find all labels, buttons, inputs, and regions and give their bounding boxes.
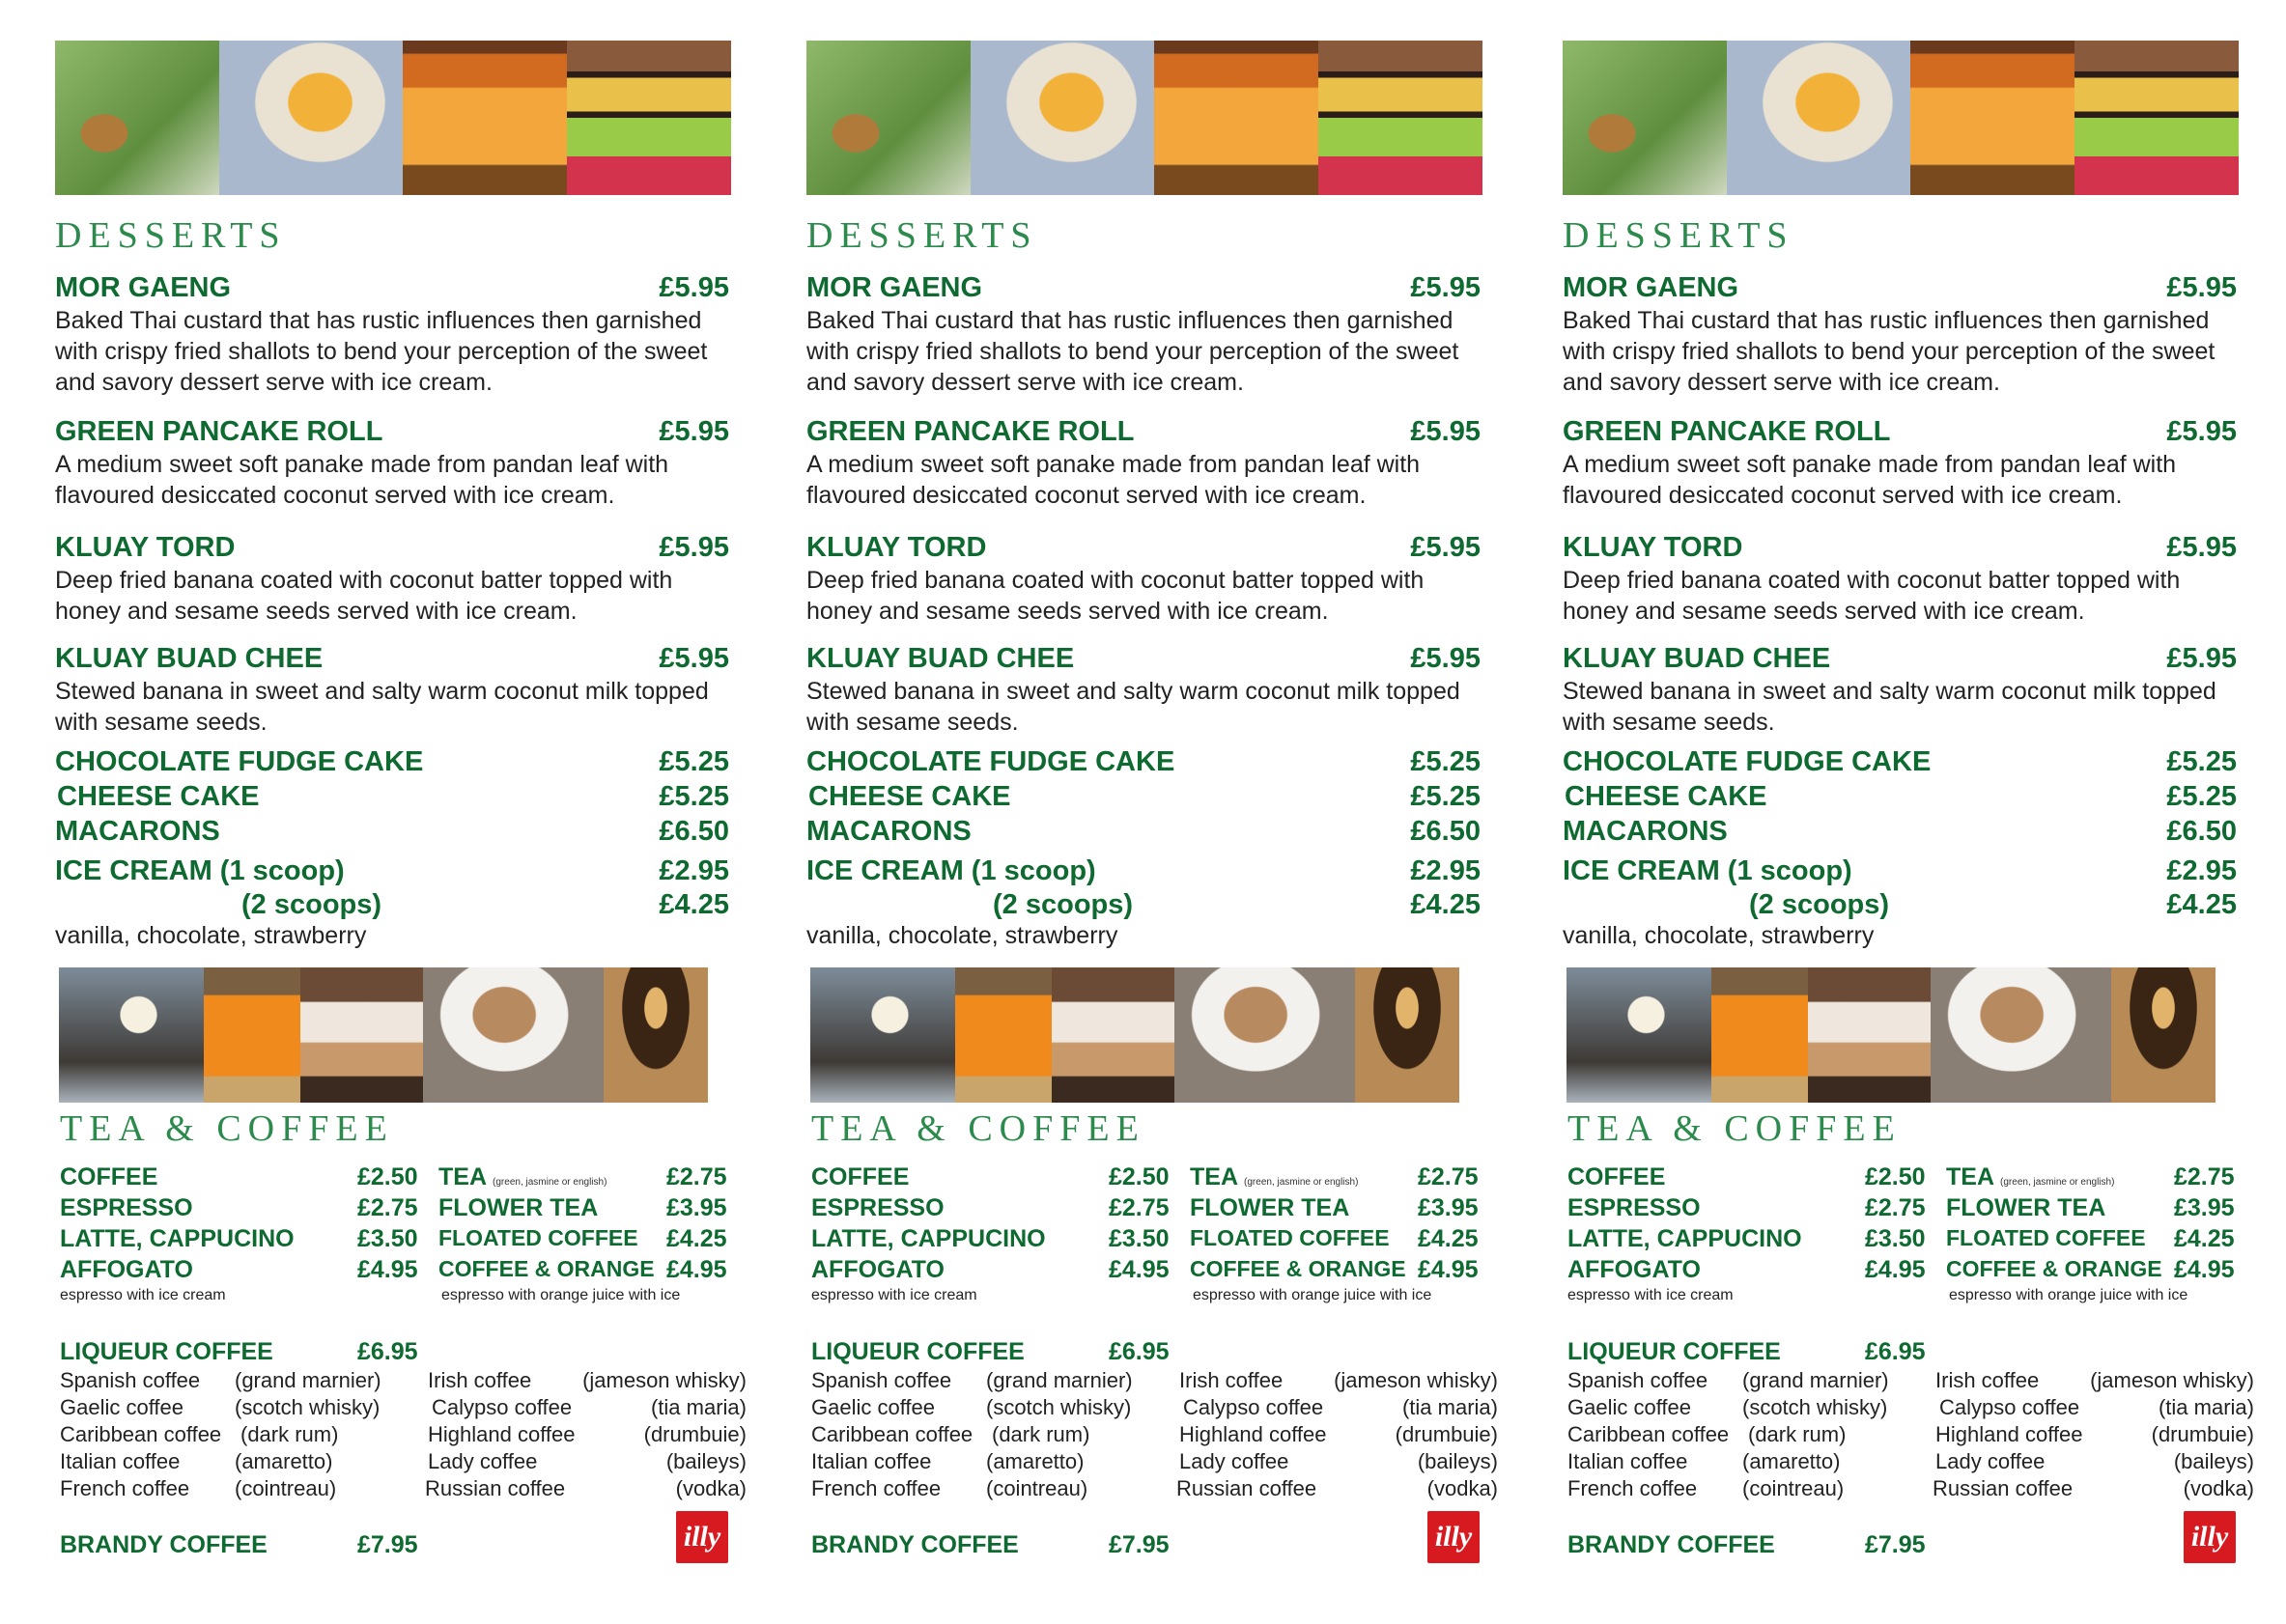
- green-pancake-photo: [806, 41, 971, 195]
- dish-price: £5.95: [1410, 416, 1481, 447]
- liqueur-name: Irish coffee: [1935, 1368, 2040, 1392]
- dish-price: £5.95: [2166, 272, 2237, 303]
- liqueur-spirit: (vodka): [2183, 1476, 2254, 1500]
- drink-name: FLOATED COFFEE: [1190, 1225, 1390, 1250]
- espresso-photo: [604, 967, 708, 1103]
- green-pancake-photo: [55, 41, 219, 195]
- liqueur-coffee-title: LIQUEUR COFFEE: [1567, 1338, 1781, 1365]
- dish-description: Stewed banana in sweet and salty warm coconut milk topped with sesame seeds.: [806, 678, 1460, 736]
- drink-price: £4.95: [1418, 1256, 1479, 1283]
- dish-price: £5.95: [2166, 532, 2237, 563]
- tea-options: (green, jasmine or english): [2000, 1177, 2115, 1188]
- sticky-rice-photo: [1727, 41, 1910, 195]
- dish-name: ICE CREAM (1 scoop): [1563, 855, 1852, 886]
- dish-price: £5.95: [1410, 272, 1481, 303]
- drink-note: espresso with ice cream: [1567, 1287, 1734, 1303]
- drink-note: espresso with orange juice with ice: [441, 1287, 681, 1303]
- drink-name: TEA (green, jasmine or english): [1190, 1163, 1359, 1190]
- dish-name: MACARONS: [806, 816, 972, 847]
- liqueur-name: Caribbean coffee: [1567, 1422, 1730, 1446]
- drink-price: £2.50: [1109, 1163, 1170, 1190]
- dish-description: Baked Thai custard that has rustic influences then garnished with crispy fried shallots to bend your perception of the sweet and savory dessert serve with ice cream.: [806, 307, 1459, 396]
- dish-price: £5.95: [659, 643, 729, 674]
- dish-price: £5.25: [1410, 746, 1481, 777]
- liqueur-spirit: (cointreau): [235, 1476, 337, 1500]
- drink-name: FLOWER TEA: [1190, 1194, 1350, 1221]
- liqueur-spirit: (grand marnier): [235, 1368, 381, 1392]
- liqueur-name: Spanish coffee: [1567, 1368, 1708, 1392]
- dish-price: £5.95: [659, 272, 729, 303]
- liqueur-name: Irish coffee: [1179, 1368, 1284, 1392]
- desserts-title: DESSERTS: [806, 215, 1038, 256]
- ice-cream-flavours: vanilla, chocolate, strawberry: [1563, 922, 1875, 949]
- dish-description: Stewed banana in sweet and salty warm coconut milk topped with sesame seeds.: [55, 678, 709, 736]
- drink-price: £2.50: [357, 1163, 418, 1190]
- drink-price: £2.75: [2174, 1163, 2235, 1190]
- drink-name: COFFEE: [60, 1163, 158, 1190]
- dish-name: GREEN PANCAKE ROLL: [806, 416, 1135, 447]
- macarons-photo: [2074, 41, 2239, 195]
- cappuccino-photo: [1174, 967, 1355, 1103]
- dish-name: CHEESE CAKE: [57, 781, 260, 812]
- menu-panel-2: [806, 0, 1502, 1624]
- liqueur-spirit: (tia maria): [2158, 1395, 2254, 1419]
- drinks-photo-strip: [1566, 967, 2215, 1103]
- drink-price: £4.25: [2174, 1225, 2235, 1252]
- dish-price: £5.95: [2166, 643, 2237, 674]
- coffee-orange-photo: [955, 967, 1052, 1103]
- dish-price: £5.95: [659, 416, 729, 447]
- drink-name: TEA (green, jasmine or english): [1946, 1163, 2115, 1190]
- drink-price: £2.75: [1418, 1163, 1479, 1190]
- liqueur-coffee-price: £6.95: [1865, 1338, 1926, 1365]
- menu-panel-1: [55, 0, 750, 1624]
- dish-name: KLUAY BUAD CHEE: [55, 643, 324, 674]
- dish-price: £4.25: [659, 889, 729, 920]
- dish-price: £5.95: [1410, 643, 1481, 674]
- menu-panel-3: [1563, 0, 2258, 1624]
- liqueur-name: Spanish coffee: [811, 1368, 952, 1392]
- liqueur-name: Gaelic coffee: [811, 1395, 936, 1419]
- coffee-orange-photo: [204, 967, 300, 1103]
- drink-note: espresso with ice cream: [60, 1287, 226, 1303]
- liqueur-spirit: (cointreau): [1742, 1476, 1845, 1500]
- dish-name: GREEN PANCAKE ROLL: [55, 416, 383, 447]
- liqueur-coffee-price: £6.95: [1109, 1338, 1170, 1365]
- liqueur-spirit: (amaretto): [1742, 1449, 1841, 1473]
- desserts-title: DESSERTS: [55, 215, 287, 256]
- macarons-photo: [1318, 41, 1482, 195]
- drink-name: AFFOGATO: [1567, 1256, 1701, 1283]
- drinks-photo-strip: [59, 967, 708, 1103]
- drink-price: £3.95: [1418, 1194, 1479, 1221]
- drink-note: espresso with orange juice with ice: [1949, 1287, 2188, 1303]
- liqueur-name: French coffee: [1567, 1476, 1698, 1500]
- dish-name: MOR GAENG: [55, 272, 232, 303]
- macarons-photo: [567, 41, 731, 195]
- dish-name: (2 scoops): [1749, 889, 1890, 920]
- liqueur-name: French coffee: [811, 1476, 942, 1500]
- dish-name: ICE CREAM (1 scoop): [806, 855, 1096, 886]
- drink-name: FLOWER TEA: [1946, 1194, 2106, 1221]
- drink-name: ESPRESSO: [811, 1194, 945, 1221]
- liqueur-name: Lady coffee: [428, 1449, 538, 1473]
- drink-name: LATTE, CAPPUCINO: [1567, 1225, 1802, 1252]
- dish-price: £5.25: [659, 781, 729, 812]
- dish-price: £6.50: [1410, 816, 1481, 847]
- drink-price: £2.75: [357, 1194, 418, 1221]
- drink-price: £4.25: [1418, 1225, 1479, 1252]
- dish-name: (2 scoops): [241, 889, 382, 920]
- liqueur-name: Calypso coffee: [432, 1395, 573, 1419]
- liqueur-spirit: (jameson whisky): [2090, 1368, 2254, 1392]
- dish-name: KLUAY BUAD CHEE: [1563, 643, 1831, 674]
- tea-coffee-title: TEA & COFFEE: [811, 1108, 1145, 1149]
- drink-name: ESPRESSO: [60, 1194, 193, 1221]
- espresso-photo: [1355, 967, 1459, 1103]
- drink-name: COFFEE: [811, 1163, 910, 1190]
- liqueur-name: Gaelic coffee: [60, 1395, 184, 1419]
- dish-name: ICE CREAM (1 scoop): [55, 855, 345, 886]
- liqueur-name: Calypso coffee: [1183, 1395, 1324, 1419]
- dish-name: CHEESE CAKE: [808, 781, 1011, 812]
- drink-name: AFFOGATO: [60, 1256, 193, 1283]
- dish-description: Baked Thai custard that has rustic influences then garnished with crispy fried shallots to bend your perception of the sweet and savory dessert serve with ice cream.: [55, 307, 708, 396]
- drink-price: £4.25: [666, 1225, 727, 1252]
- illy-logo: illy: [676, 1511, 728, 1563]
- cappuccino-photo: [423, 967, 604, 1103]
- espresso-photo: [2111, 967, 2215, 1103]
- liqueur-name: Russian coffee: [1933, 1476, 2074, 1500]
- sticky-rice-photo: [219, 41, 403, 195]
- drink-name: LATTE, CAPPUCINO: [811, 1225, 1046, 1252]
- liqueur-spirit: (tia maria): [650, 1395, 747, 1419]
- liqueur-name: Irish coffee: [428, 1368, 532, 1392]
- desserts-title: DESSERTS: [1563, 215, 1794, 256]
- brandy-coffee-title: BRANDY COFFEE: [811, 1531, 1019, 1558]
- liqueur-spirit: (jameson whisky): [582, 1368, 747, 1392]
- dish-name: MOR GAENG: [1563, 272, 1739, 303]
- liqueur-name: Italian coffee: [60, 1449, 181, 1473]
- latte-photo: [1052, 967, 1174, 1103]
- drink-price: £4.95: [666, 1256, 727, 1283]
- dish-price: £5.95: [659, 532, 729, 563]
- dish-price: £5.95: [2166, 416, 2237, 447]
- liqueur-spirit: (grand marnier): [986, 1368, 1133, 1392]
- affogato-photo: [59, 967, 204, 1103]
- liqueur-name: Russian coffee: [1176, 1476, 1317, 1500]
- dish-name: KLUAY BUAD CHEE: [806, 643, 1075, 674]
- liqueur-spirit: (tia maria): [1401, 1395, 1498, 1419]
- dish-name: MOR GAENG: [806, 272, 983, 303]
- liqueur-spirit: (scotch whisky): [235, 1395, 381, 1419]
- dish-description: A medium sweet soft panake made from pandan leaf with flavoured desiccated coconut served with ice cream.: [806, 451, 1421, 509]
- brandy-coffee-price: £7.95: [1865, 1531, 1926, 1558]
- drink-note: espresso with orange juice with ice: [1193, 1287, 1432, 1303]
- dish-price: £5.25: [2166, 746, 2237, 777]
- drink-price: £2.75: [1109, 1194, 1170, 1221]
- liqueur-name: Italian coffee: [1567, 1449, 1688, 1473]
- drink-price: £3.50: [357, 1225, 418, 1252]
- brandy-coffee-title: BRANDY COFFEE: [60, 1531, 268, 1558]
- liqueur-coffee-title: LIQUEUR COFFEE: [60, 1338, 273, 1365]
- dish-name: MACARONS: [1563, 816, 1728, 847]
- drink-name: FLOATED COFFEE: [438, 1225, 638, 1250]
- tea-options: (green, jasmine or english): [1244, 1177, 1359, 1188]
- tea-coffee-title: TEA & COFFEE: [1567, 1108, 1902, 1149]
- liqueur-spirit: (baileys): [1417, 1449, 1498, 1473]
- drink-price: £2.50: [1865, 1163, 1926, 1190]
- liqueur-name: Highland coffee: [1935, 1422, 2083, 1446]
- liqueur-name: Gaelic coffee: [1567, 1395, 1692, 1419]
- liqueur-spirit: (amaretto): [235, 1449, 333, 1473]
- green-pancake-photo: [1563, 41, 1727, 195]
- liqueur-spirit: (drumbuie): [2151, 1422, 2254, 1446]
- liqueur-name: Lady coffee: [1179, 1449, 1289, 1473]
- brandy-coffee-title: BRANDY COFFEE: [1567, 1531, 1775, 1558]
- drink-price: £2.75: [666, 1163, 727, 1190]
- drink-price: £4.95: [1865, 1256, 1926, 1283]
- dish-name: KLUAY TORD: [806, 532, 987, 563]
- custard-photo: [1154, 41, 1318, 195]
- custard-photo: [1910, 41, 2074, 195]
- liqueur-spirit: (drumbuie): [643, 1422, 747, 1446]
- dish-price: £2.95: [659, 855, 729, 886]
- dish-description: Deep fried banana coated with coconut batter topped with honey and sesame seeds served with ice cream.: [1563, 567, 2181, 625]
- dish-price: £5.25: [1410, 781, 1481, 812]
- dish-description: A medium sweet soft panake made from pandan leaf with flavoured desiccated coconut served with ice cream.: [55, 451, 669, 509]
- drink-price: £3.50: [1109, 1225, 1170, 1252]
- dish-description: A medium sweet soft panake made from pandan leaf with flavoured desiccated coconut served with ice cream.: [1563, 451, 2177, 509]
- drink-name: TEA (green, jasmine or english): [438, 1163, 607, 1190]
- drink-name: COFFEE & ORANGE: [438, 1256, 655, 1281]
- dessert-photo-strip: [55, 41, 731, 195]
- drink-price: £4.95: [357, 1256, 418, 1283]
- liqueur-spirit: (amaretto): [986, 1449, 1085, 1473]
- liqueur-spirit: (grand marnier): [1742, 1368, 1889, 1392]
- dish-description: Deep fried banana coated with coconut batter topped with honey and sesame seeds served with ice cream.: [806, 567, 1425, 625]
- dish-name: CHOCOLATE FUDGE CAKE: [55, 746, 424, 777]
- illy-logo: illy: [1427, 1511, 1480, 1563]
- latte-photo: [1808, 967, 1931, 1103]
- liqueur-name: Calypso coffee: [1939, 1395, 2080, 1419]
- liqueur-name: Russian coffee: [425, 1476, 566, 1500]
- dish-price: £6.50: [659, 816, 729, 847]
- affogato-photo: [810, 967, 955, 1103]
- illy-logo: illy: [2184, 1511, 2236, 1563]
- affogato-photo: [1566, 967, 1711, 1103]
- dish-price: £4.25: [2166, 889, 2237, 920]
- drink-name: COFFEE & ORANGE: [1946, 1256, 2162, 1281]
- liqueur-name: French coffee: [60, 1476, 190, 1500]
- cappuccino-photo: [1931, 967, 2111, 1103]
- brandy-coffee-price: £7.95: [1109, 1531, 1170, 1558]
- drink-name: LATTE, CAPPUCINO: [60, 1225, 295, 1252]
- liqueur-spirit: (drumbuie): [1395, 1422, 1498, 1446]
- liqueur-spirit: (dark rum): [240, 1422, 339, 1446]
- liqueur-spirit: (scotch whisky): [1742, 1395, 1888, 1419]
- liqueur-spirit: (jameson whisky): [1334, 1368, 1498, 1392]
- drink-name: FLOATED COFFEE: [1946, 1225, 2146, 1250]
- liqueur-spirit: (vodka): [1426, 1476, 1498, 1500]
- sticky-rice-photo: [971, 41, 1154, 195]
- dish-description: Deep fried banana coated with coconut batter topped with honey and sesame seeds served with ice cream.: [55, 567, 673, 625]
- drinks-photo-strip: [810, 967, 1459, 1103]
- latte-photo: [300, 967, 423, 1103]
- drink-price: £4.95: [1109, 1256, 1170, 1283]
- liqueur-name: Caribbean coffee: [811, 1422, 974, 1446]
- liqueur-name: Spanish coffee: [60, 1368, 201, 1392]
- liqueur-spirit: (vodka): [675, 1476, 747, 1500]
- liqueur-spirit: (baileys): [665, 1449, 747, 1473]
- drink-price: £4.95: [2174, 1256, 2235, 1283]
- liqueur-spirit: (baileys): [2173, 1449, 2254, 1473]
- liqueur-name: Italian coffee: [811, 1449, 932, 1473]
- drink-price: £3.50: [1865, 1225, 1926, 1252]
- dish-name: MACARONS: [55, 816, 220, 847]
- dish-price: £2.95: [2166, 855, 2237, 886]
- dish-name: KLUAY TORD: [55, 532, 236, 563]
- dessert-photo-strip: [1563, 41, 2239, 195]
- drink-name: ESPRESSO: [1567, 1194, 1701, 1221]
- liqueur-spirit: (cointreau): [986, 1476, 1088, 1500]
- drink-price: £3.95: [2174, 1194, 2235, 1221]
- liqueur-coffee-price: £6.95: [357, 1338, 418, 1365]
- dish-description: Baked Thai custard that has rustic influences then garnished with crispy fried shallots to bend your perception of the sweet and savory dessert serve with ice cream.: [1563, 307, 2215, 396]
- dish-price: £5.25: [659, 746, 729, 777]
- liqueur-name: Highland coffee: [1179, 1422, 1327, 1446]
- dish-price: £2.95: [1410, 855, 1481, 886]
- dish-price: £6.50: [2166, 816, 2237, 847]
- drink-note: espresso with ice cream: [811, 1287, 977, 1303]
- brandy-coffee-price: £7.95: [357, 1531, 418, 1558]
- dish-name: CHEESE CAKE: [1565, 781, 1767, 812]
- drink-name: COFFEE: [1567, 1163, 1666, 1190]
- liqueur-coffee-title: LIQUEUR COFFEE: [811, 1338, 1025, 1365]
- dish-name: CHOCOLATE FUDGE CAKE: [806, 746, 1175, 777]
- ice-cream-flavours: vanilla, chocolate, strawberry: [55, 922, 367, 949]
- custard-photo: [403, 41, 567, 195]
- dish-description: Stewed banana in sweet and salty warm coconut milk topped with sesame seeds.: [1563, 678, 2216, 736]
- dish-name: (2 scoops): [993, 889, 1134, 920]
- dish-price: £5.95: [1410, 532, 1481, 563]
- ice-cream-flavours: vanilla, chocolate, strawberry: [806, 922, 1118, 949]
- drink-name: AFFOGATO: [811, 1256, 945, 1283]
- drink-price: £3.95: [666, 1194, 727, 1221]
- dish-price: £4.25: [1410, 889, 1481, 920]
- tea-coffee-title: TEA & COFFEE: [60, 1108, 394, 1149]
- drink-price: £2.75: [1865, 1194, 1926, 1221]
- dish-name: CHOCOLATE FUDGE CAKE: [1563, 746, 1932, 777]
- liqueur-name: Lady coffee: [1935, 1449, 2046, 1473]
- drink-name: COFFEE & ORANGE: [1190, 1256, 1406, 1281]
- liqueur-name: Caribbean coffee: [60, 1422, 222, 1446]
- liqueur-spirit: (dark rum): [1748, 1422, 1847, 1446]
- coffee-orange-photo: [1711, 967, 1808, 1103]
- drink-name: FLOWER TEA: [438, 1194, 599, 1221]
- liqueur-spirit: (scotch whisky): [986, 1395, 1132, 1419]
- dish-name: GREEN PANCAKE ROLL: [1563, 416, 1891, 447]
- dish-name: KLUAY TORD: [1563, 532, 1743, 563]
- dessert-photo-strip: [806, 41, 1482, 195]
- tea-options: (green, jasmine or english): [493, 1177, 607, 1188]
- dish-price: £5.25: [2166, 781, 2237, 812]
- liqueur-spirit: (dark rum): [992, 1422, 1090, 1446]
- liqueur-name: Highland coffee: [428, 1422, 576, 1446]
